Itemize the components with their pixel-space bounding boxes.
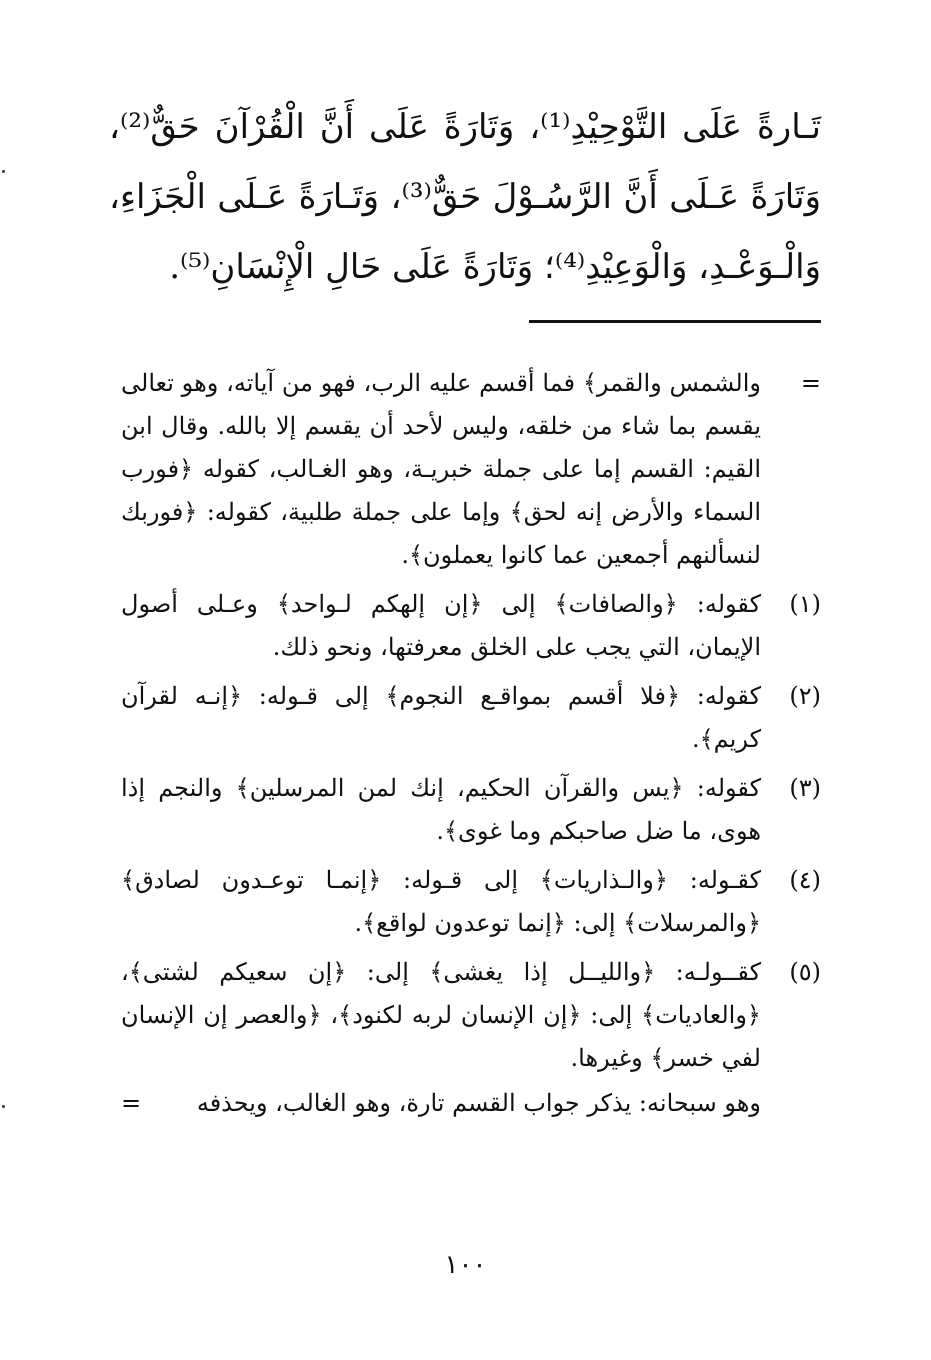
footnote-item — [121, 583, 821, 669]
footnotes — [121, 362, 821, 1131]
footnote-text: كقوله: ﴿فلا أقسم بمواقـع النجوم﴾ إلى قـوله: ﴿إنـه لقرآن كريم﴾. — [121, 682, 761, 753]
footnote-marker: (٤) — [789, 866, 821, 894]
footnote-separator — [529, 320, 821, 323]
continuation-marker: = — [121, 1089, 142, 1117]
continuation-text: وهو سبحانه: يذكر جواب القسم تارة، وهو الغالب، ويحذفه — [196, 1089, 761, 1117]
footnote-text: كقــولـه: ﴿والليــل إذا يغشى﴾ إلى: ﴿إن سعيكم لشتى﴾، ﴿والعاديات﴾ إلى: ﴿إن الإنسان لربه لكنود﴾، ﴿والعصر إن الإنسان لفي خسر﴾ وغيرها. — [121, 958, 761, 1072]
footnote-text: كقـوله: ﴿والـذاريات﴾ إلى قـوله: ﴿إنمـا توعـدون لصادق﴾ ﴿والمرسلات﴾ إلى: ﴿إنما توعدون لواقع﴾. — [121, 866, 761, 937]
footnote-marker: (٥) — [789, 958, 821, 986]
footnote-marker: (١) — [789, 590, 821, 618]
footnote-item — [121, 675, 821, 761]
footnote-continuation — [121, 1082, 821, 1125]
footnote-marker: (٢) — [789, 682, 821, 710]
footnote-marker: = — [800, 369, 821, 397]
footnote-item — [121, 859, 821, 945]
footnote-item — [121, 951, 821, 1080]
footnote-text: كقوله: ﴿والصافات﴾ إلى ﴿إن إلهكم لـواحد﴾ وعـلى أصول الإيمان، التي يجب على الخلق معرفتها، ونحو ذلك. — [121, 590, 761, 661]
scan-mark — [2, 170, 5, 173]
footnote-item — [121, 362, 821, 577]
footnote-marker: (٣) — [789, 774, 821, 802]
scan-mark — [2, 1105, 5, 1108]
main-text: تَـارةً عَلَى التَّوْحِيْدِ⁽¹⁾، وَتَارَةً عَلَى أَنَّ الْقُرْآنَ حَقٌّ⁽²⁾، وَتَارَةً عَـلَى أَنَّ الرَّسُـوْلَ حَقٌّ⁽³⁾، وَتَـارَةً عَـلَى الْجَزَاءِ، وَالْـوَعْـدِ، وَالْوَعِيْدِ⁽⁴⁾؛ وَتَارَةً عَلَى حَالِ الْإِنْسَانِ⁽⁵⁾. — [109, 107, 822, 287]
footnote-text: والشمس والقمر﴾ فما أقسم عليه الرب، فهو من آياته، وهو تعالى يقسم بما شاء من خلقه، وليس لأحد أن يقسم إلا بالله. وقال ابن القيم: القسم إما على جملة خبريـة، وهو الغـالب، كقوله ﴿فورب السماء والأرض إنه لحق﴾ وإما على جملة طلبية، كقوله: ﴿فوربك لنسألنهم أجمعين عما كانوا يعملون﴾. — [121, 369, 761, 569]
footnote-item — [121, 767, 821, 853]
footnote-text: كقوله: ﴿يس والقرآن الحكيم، إنك لمن المرسلين﴾ والنجم إذا هوى، ما ضل صاحبكم وما غوى﴾. — [121, 774, 761, 845]
page-number: ١٠٠ — [444, 1250, 487, 1280]
